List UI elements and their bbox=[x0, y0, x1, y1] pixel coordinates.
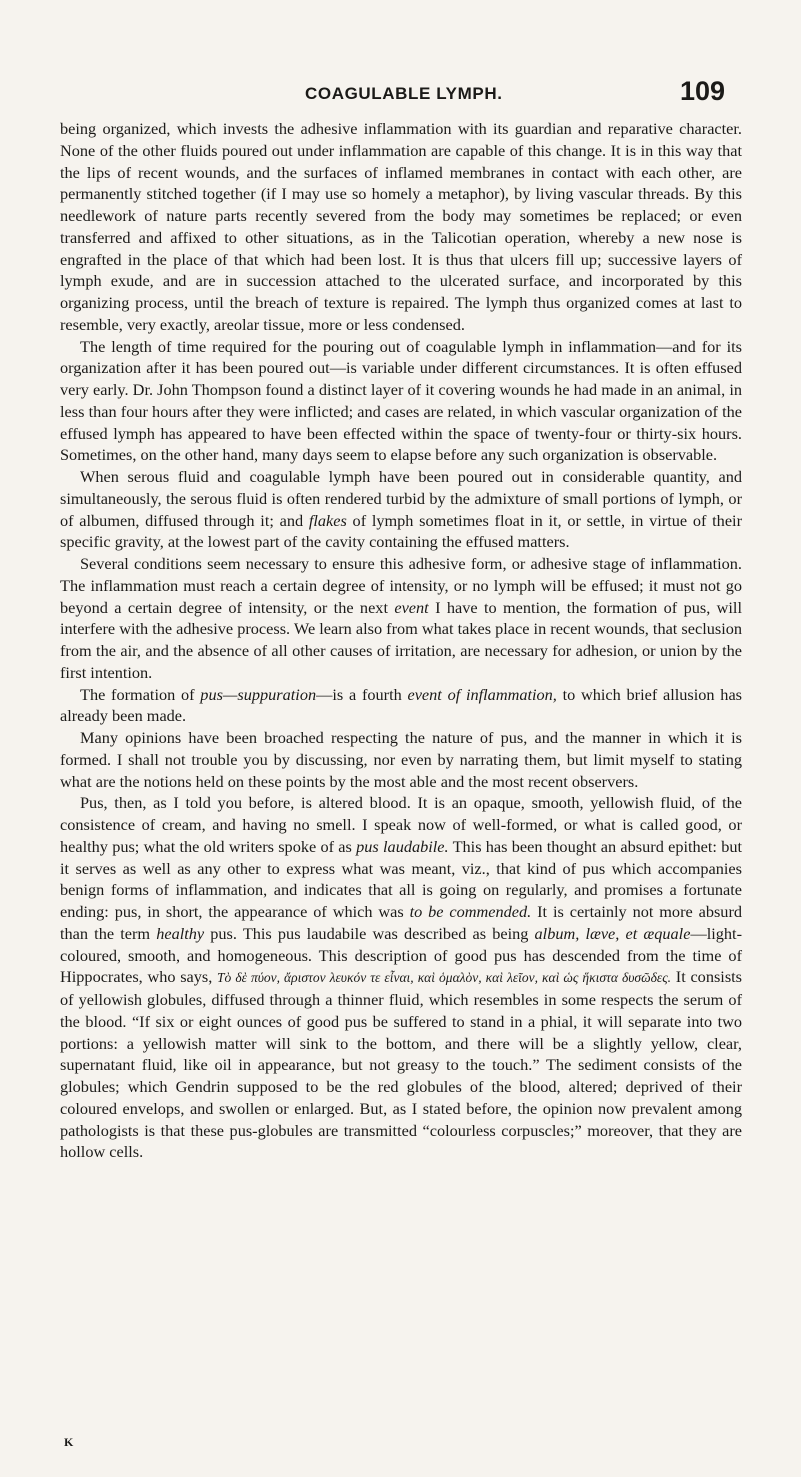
paragraph bbox=[60, 553, 742, 684]
text-run: It is certainly not more absurd than the term bbox=[60, 902, 743, 943]
paragraph bbox=[60, 336, 742, 467]
italic-phrase: healthy bbox=[156, 923, 205, 943]
text-run: Several conditions seem necessary to ensure this adhesive form, or adhesive stage of inflammation. The inflammation must reach a certain degree of intensity, or no lymph will be effused; it must not go beyond a certain degree of intensity, or the next bbox=[60, 554, 742, 617]
italic-phrase: event of inflammation, bbox=[407, 684, 557, 704]
text-run: Pus, then, as I told you before, is altered blood. It is an opaque, smooth, yellowish fluid, of the consistence of cream, and having no smell. I speak now of well-formed, or what is called good, or healthy pus; what the old writers spoke of as bbox=[60, 793, 742, 856]
italic-phrase: event bbox=[394, 597, 429, 617]
text-run: of lymph sometimes float in it, or settle, in virtue of their specific gravity, at the lowest part of the cavity containing the effused matters. bbox=[60, 510, 742, 552]
text-run: —is a fourth bbox=[316, 684, 408, 704]
text-run: —light-coloured, smooth, and homogeneous. This description of good pus has descended from the time of Hippocrates, who says, bbox=[60, 923, 742, 987]
text-run: being organized, which invests the adhesive inflammation with its guardian and reparative character. None of the other fluids poured out under inflammation are capable of this change. It is in this way that the lips of recent wounds, and the surfaces of inflamed membranes in contact with each other, are permanently stitched together (if I may use so homely a metaphor), by living vascular threads. By this needlework of nature parts recently severed from the body may sometimes be replaced; or even transferred and affixed to other situations, as in the Talicotian operation, whereby a new nose is engrafted in the place of that which had been lost. It is thus that ulcers fill up; successive layers of lymph exude, and are in succession attached to the ulcerated surface, and incorporated by this organizing process, until the breach of texture is repaired. The lymph thus organized comes at last to resemble, very exactly, areolar tissue, more or less condensed. bbox=[60, 119, 742, 334]
text-run: When serous fluid and coagulable lymph have been poured out in considerable quantity, and simultaneously, the serous fluid is often rendered turbid by the admixture of small portions of lymph, or of albumen, diffused through it; and bbox=[60, 467, 742, 530]
italic-phrase: flakes bbox=[308, 510, 347, 530]
body-text bbox=[60, 118, 742, 1163]
italic-phrase: pus—suppuration bbox=[200, 684, 317, 704]
running-head bbox=[0, 76, 801, 106]
italic-phrase: pus laudabile. bbox=[356, 836, 449, 856]
greek-quotation: Τὸ δὲ πύον, ἄριστον λευκόν τε εἶναι, καὶ ὁμαλὸν, καὶ λεῖον, καὶ ὡς ἥκιστα δυσῶδες. bbox=[217, 970, 672, 986]
paragraph bbox=[60, 118, 742, 336]
text-run: The formation of bbox=[80, 684, 201, 704]
signature-mark: K bbox=[64, 1435, 74, 1449]
paragraph bbox=[60, 684, 742, 728]
text-run: Many opinions have been broached respecting the nature of pus, and the manner in which it is formed. I shall not trouble you by discussing, nor even by narrating them, but limit myself to stating what are the notions held on these points by the most able and the most recent observers. bbox=[60, 728, 742, 791]
running-title: COAGULABLE LYMPH. bbox=[305, 84, 503, 103]
text-run: This has been thought an absurd epithet: but it serves as well as any other to express what was meant, viz., that kind of pus which accompanies benign forms of inflammation, and indicates that all is going on regularly, and promises a fortunate ending: pus, in short, the appearance of which was bbox=[60, 836, 742, 921]
italic-phrase: to be commended. bbox=[409, 902, 532, 921]
italic-phrase: album, læve, et æquale bbox=[534, 923, 691, 943]
paragraph bbox=[60, 727, 742, 792]
paragraph bbox=[60, 466, 742, 553]
paragraph bbox=[60, 792, 742, 1163]
text-run: pus. This pus laudabile was described as being bbox=[204, 923, 535, 943]
text-run: to which brief allusion has already been made. bbox=[60, 684, 743, 726]
page-number: 109 bbox=[680, 76, 726, 106]
text-run: The length of time required for the pouring out of coagulable lymph in inflammation—and for its organization after it has been poured out—is variable under different circumstances. It is often effused very early. Dr. John Thompson found a distinct layer of it covering wounds he had made in an animal, in less than four hours after they were inflicted; and cases are related, in which vascular organization of the effused lymph has appeared to have been effected within the space of twenty-four or thirty-six hours. Sometimes, on the other hand, many days seem to elapse before any such organization is observable. bbox=[60, 336, 742, 465]
text-run: It consists of yellowish globules, diffused through a thinner fluid, which resembles in some respects the serum of the blood. “If six or eight ounces of good pus be suffered to stand in a phial, it will separate into two portions: a yellowish matter will sink to the bottom, and there will be a slightly yellow, clear, supernatant fluid, like oil in appearance, but not greasy to the touch.” The sediment consists of the globules; which Gendrin supposed to be the red globules of the blood, altered; deprived of their coloured envelops, and swollen or enlarged. But, as I stated before, the opinion now prevalent among pathologists is that these pus-globules are transmitted “colourless corpuscles;” moreover, that they are hollow cells. bbox=[60, 967, 743, 1162]
text-run: I have to mention, the formation of pus, will interfere with the adhesive process. We learn also from what takes place in recent wounds, that seclusion from the air, and the absence of all other causes of irritation, are necessary for adhesion, or union by the first intention. bbox=[60, 597, 742, 682]
